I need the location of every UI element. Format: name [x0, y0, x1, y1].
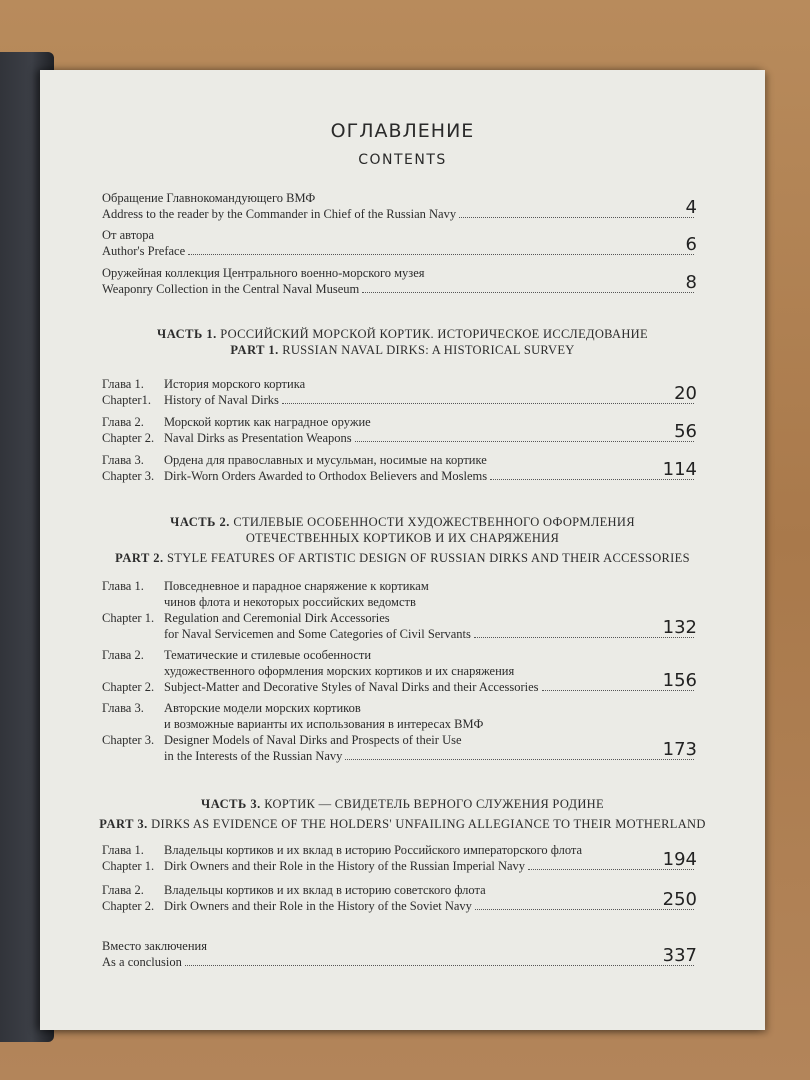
chapter-label-ru: Глава 1.	[102, 579, 144, 593]
entry-en: Subject-Matter and Decorative Styles of Naval Dirks and their Accessories	[164, 680, 539, 694]
chapter-label-ru: Глава 3.	[102, 701, 144, 715]
dot-leader	[474, 626, 694, 638]
entry-ru: Тематические и стилевые особенности	[164, 648, 372, 662]
part-label-ru: ЧАСТЬ 1.	[157, 327, 217, 341]
dot-leader	[282, 392, 694, 404]
dot-leader	[345, 748, 694, 760]
part-title-ru: КОРТИК — СВИДЕТЕЛЬ ВЕРНОГО СЛУЖЕНИЯ РОДИНЕ	[264, 797, 604, 811]
page-subtitle: CONTENTS	[358, 152, 447, 168]
chapter-label-en: Chapter1.	[102, 393, 151, 407]
entry-ru: Ордена для православных и мусульман, носимые на кортике	[164, 453, 487, 467]
page-number: 114	[662, 459, 697, 480]
dot-leader	[185, 954, 694, 966]
chapter-label-ru: Глава 3.	[102, 453, 144, 467]
toc-entry-part2-ch1	[102, 578, 697, 642]
page-number: 250	[662, 889, 697, 910]
chapter-label-en: Chapter 2.	[102, 899, 155, 913]
toc-entry-part1-ch2	[102, 414, 697, 446]
chapter-label-en: Chapter 1.	[102, 611, 155, 625]
entry-ru-line2: художественного оформления морских кортиков и их снаряжения	[164, 664, 515, 678]
entry-ru: Оружейная коллекция Центрального военно-морского музея	[102, 266, 425, 280]
part-label-en: PART 2.	[115, 551, 164, 565]
entry-ru: Владельцы кортиков и их вклад в историю Российского императорского флота	[164, 843, 583, 857]
chapter-label-en: Chapter 3.	[102, 733, 155, 747]
toc-entry-front-2	[102, 227, 697, 259]
part-title-en: RUSSIAN NAVAL DIRKS: A HISTORICAL SURVEY	[282, 343, 575, 357]
part-title-ru: СТИЛЕВЫЕ ОСОБЕННОСТИ ХУДОЖЕСТВЕННОГО ОФОРМЛЕНИЯ	[233, 515, 635, 529]
part-label-ru: ЧАСТЬ 2.	[170, 515, 230, 529]
part-2-heading	[80, 514, 725, 566]
entry-ru: История морского кортика	[164, 377, 306, 391]
part-label-ru: ЧАСТЬ 3.	[201, 797, 261, 811]
entry-en: Regulation and Ceremonial Dirk Accessories	[164, 611, 390, 625]
entry-en: Address to the reader by the Commander in Chief of the Russian Navy	[102, 207, 457, 221]
entry-ru: Владельцы кортиков и их вклад в историю советского флота	[164, 883, 486, 897]
dot-leader	[475, 898, 694, 910]
entry-ru: Вместо заключения	[102, 939, 207, 953]
toc-entry-part2-ch2	[102, 647, 697, 695]
toc-entry-part1-ch1	[102, 376, 697, 408]
page-number: 132	[662, 617, 697, 638]
dot-leader	[362, 281, 694, 293]
page-number: 56	[674, 421, 697, 442]
part-label-en: PART 1.	[230, 343, 279, 357]
page-number: 8	[685, 272, 697, 293]
entry-en-line2: for Naval Servicemen and Some Categories of Civil Servants	[164, 627, 471, 641]
page-title: ОГЛАВЛЕНИЕ	[330, 120, 475, 142]
entry-en: Dirk-Worn Orders Awarded to Orthodox Believers and Moslems	[164, 469, 488, 483]
part-title-en: STYLE FEATURES OF ARTISTIC DESIGN OF RUSSIAN DIRKS AND THEIR ACCESSORIES	[167, 551, 690, 565]
page-number: 337	[662, 945, 697, 966]
dot-leader	[188, 243, 694, 255]
entry-ru: Повседневное и парадное снаряжение к кортикам	[164, 579, 429, 593]
chapter-label-ru: Глава 2.	[102, 648, 144, 662]
chapter-label-ru: Глава 2.	[102, 883, 144, 897]
entry-en: As a conclusion	[102, 955, 182, 969]
part-3-heading	[80, 796, 725, 832]
toc-entry-part1-ch3	[102, 452, 697, 484]
dot-leader	[459, 206, 694, 218]
chapter-label-ru: Глава 1.	[102, 377, 144, 391]
toc-entry-front-3	[102, 265, 697, 297]
toc-entry-part3-ch1	[102, 842, 697, 874]
contents-page	[40, 70, 765, 1030]
part-label-en: PART 3.	[99, 817, 148, 831]
chapter-label-en: Chapter 3.	[102, 469, 155, 483]
page-number: 173	[662, 739, 697, 760]
entry-ru: Обращение Главнокомандующего ВМФ	[102, 191, 316, 205]
entry-en: Naval Dirks as Presentation Weapons	[164, 431, 352, 445]
part-1-heading	[80, 326, 725, 358]
page-number: 156	[662, 670, 697, 691]
chapter-label-ru: Глава 2.	[102, 415, 144, 429]
entry-ru: От автора	[102, 228, 155, 242]
entry-en: Dirk Owners and their Role in the History of the Soviet Navy	[164, 899, 472, 913]
toc-entry-part3-ch2	[102, 882, 697, 914]
page-number: 4	[685, 197, 697, 218]
entry-en: History of Naval Dirks	[164, 393, 279, 407]
part-title-en: DIRKS AS EVIDENCE OF THE HOLDERS' UNFAILING ALLEGIANCE TO THEIR MOTHERLAND	[151, 817, 706, 831]
entry-ru: Авторские модели морских кортиков	[164, 701, 361, 715]
entry-en-line2: in the Interests of the Russian Navy	[164, 749, 343, 763]
entry-ru: Морской кортик как наградное оружие	[164, 415, 371, 429]
entry-ru-line2: и возможные варианты их использования в интересах ВМФ	[164, 717, 484, 731]
page-number: 194	[662, 849, 697, 870]
entry-en: Author's Preface	[102, 244, 186, 258]
chapter-label-ru: Глава 1.	[102, 843, 144, 857]
toc-entry-conclusion	[102, 938, 697, 970]
dot-leader	[355, 430, 694, 442]
chapter-label-en: Chapter 2.	[102, 680, 155, 694]
chapter-label-en: Chapter 2.	[102, 431, 155, 445]
part-title-ru-line2: ОТЕЧЕСТВЕННЫХ КОРТИКОВ И ИХ СНАРЯЖЕНИЯ	[245, 531, 560, 545]
toc-entry-front-1	[102, 190, 697, 222]
page-number: 20	[674, 383, 697, 404]
page-number: 6	[685, 234, 697, 255]
chapter-label-en: Chapter 1.	[102, 859, 155, 873]
toc-entry-part2-ch3	[102, 700, 697, 764]
part-title-ru: РОССИЙСКИЙ МОРСКОЙ КОРТИК. ИСТОРИЧЕСКОЕ ИССЛЕДОВАНИЕ	[220, 327, 648, 341]
entry-ru-line2: чинов флота и некоторых российских ведомств	[164, 595, 416, 609]
entry-en: Designer Models of Naval Dirks and Prospects of their Use	[164, 733, 462, 747]
entry-en: Weaponry Collection in the Central Naval Museum	[102, 282, 360, 296]
entry-en: Dirk Owners and their Role in the History of the Russian Imperial Navy	[164, 859, 526, 873]
